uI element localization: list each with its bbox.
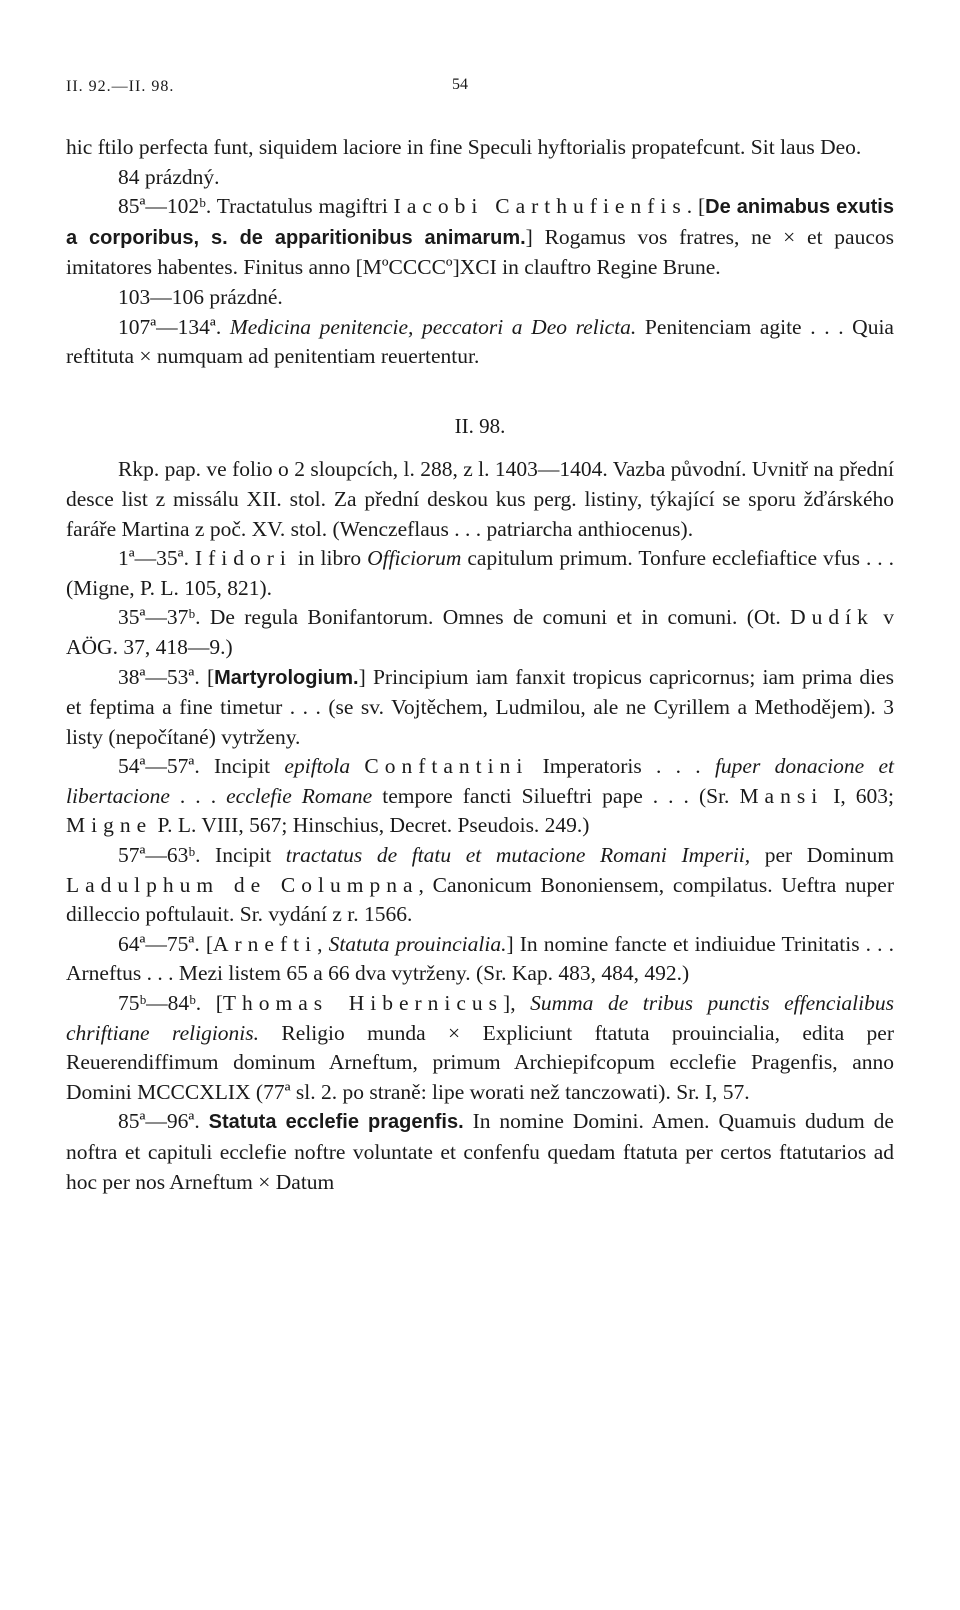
manuscript-description: Rkp. pap. ve folio o 2 sloupcích, l. 288, z l. 1403—1404. Vazba původní. Uvnitř na přední desce list z missálu XII. stol. Za přední deskou kus perg. listiny, týkající se sporu žďárského faráře Martina z poč. XV. stol. (Wenczeflaus . . . patriarcha anthiocenus). [66, 457, 894, 541]
work-title: Medicina penitencie, peccatori a Deo relicta. [229, 314, 637, 339]
entry-84: 84 prázdný. [118, 164, 220, 189]
running-header: II. 92.—II. 98. [66, 78, 175, 95]
entry-85-102: 85ª—102ᵇ. Tractatulus magiftri Iacobi Carthufienfis. [De animabus exutis a corporibus, s. de apparitionibus animarum.] Rogamus vos fratres, ne × et paucos imitatores habentes. Finitus anno [MºCCCCº]XCI in clauftro Regine Brune. [66, 194, 894, 280]
author-name: Iacobi Carthufienfis [393, 194, 687, 219]
entry-54-57: 54ª—57ª. Incipit epiftola Conftantini Imperatoris . . . fuper donacione et libertacione . . . ecclefie Romane tempore fancti Silueftri pape . . . (Sr. Mansi I, 603; Migne P. L. VIII, 567; Hinschius, Decret. Pseudois. 249.) [66, 754, 894, 838]
entry-1-35: 1ª—35ª. Ifidori in libro Officiorum capitulum primum. Tonfure ecclefiaftice vfus . . . (Migne, P. L. 105, 821). [66, 546, 894, 600]
entry-35-37: 35ª—37ᵇ. De regula Bonifantorum. Omnes de comuni et in comuni. (Ot. Dudík v AÖG. 37, 418—9.) [66, 605, 895, 659]
entry-85-96: 85ª—96ª. Statuta ecclefie pragenfis. In nomine Domini. Amen. Quamuis dudum de noftra et capituli ecclefie noftre voluntate et confenfu quedam ftatuta per certos ftatutarios ad hoc per nos Arneftum × Datum [66, 1109, 894, 1194]
entry-103-106: 103—106 prázdné. [118, 284, 283, 309]
entry-107-134: 107ª—134ª. Medicina penitencie, peccatori a Deo relicta. Penitenciam agite . . . Quia reftituta × numquam ad penitentiam reuertentur. [66, 314, 894, 369]
paragraph-continuation: hic ftilo perfecta funt, siquidem laciore in fine Speculi hyftorialis propatefcunt. Sit laus Deo. [66, 135, 862, 159]
entry-57-63: 57ª—63ᵇ. Incipit tractatus de ftatu et mutacione Romani Imperii, per Dominum Ladulphum de Columpna, Canonicum Bononiensem, compilatus. Ueftra nuper dilleccio poftulauit. Sr. vydání z r. 1566. [66, 843, 894, 927]
entry-38-53: 38ª—53ª. [Martyrologium.] Principium iam fanxit tropicus capricornus; iam prima dies et feptima a fine timetur . . . (se sv. Vojtěchem, Ludmilou, ale ne Cyrillem a Methodějem). 3 listy (nepočítané) vytrženy. [66, 664, 894, 749]
body-text-top [66, 133, 894, 1197]
work-title: De animabus exutis a corporibus, s. de apparitionibus animarum. [66, 196, 894, 249]
entry-75-84: 75ᵇ—84ᵇ. [Thomas Hibernicus], Summa de tribus punctis effencialibus chriftiane religionis. Religio munda × Expliciunt ftatuta prouincialia, edita per Reuerendiffimum dominum Arneftum, primum Archiepifcopum ecclefie Pragenfis, anno Domini MCCCXLIX (77ª sl. 2. po straně: lipe worati než tanczowati). Sr. I, 57. [66, 991, 894, 1104]
section-heading: II. 98. [454, 413, 506, 438]
entry-64-75: 64ª—75ª. [Arnefti, Statuta prouincialia.] In nomine fancte et indiuidue Trinitatis . . . Arneftus . . . Mezi listem 65 a 66 dva vytrženy. (Sr. Kap. 483, 484, 492.) [66, 931, 894, 986]
page-number: 54 [452, 76, 468, 93]
